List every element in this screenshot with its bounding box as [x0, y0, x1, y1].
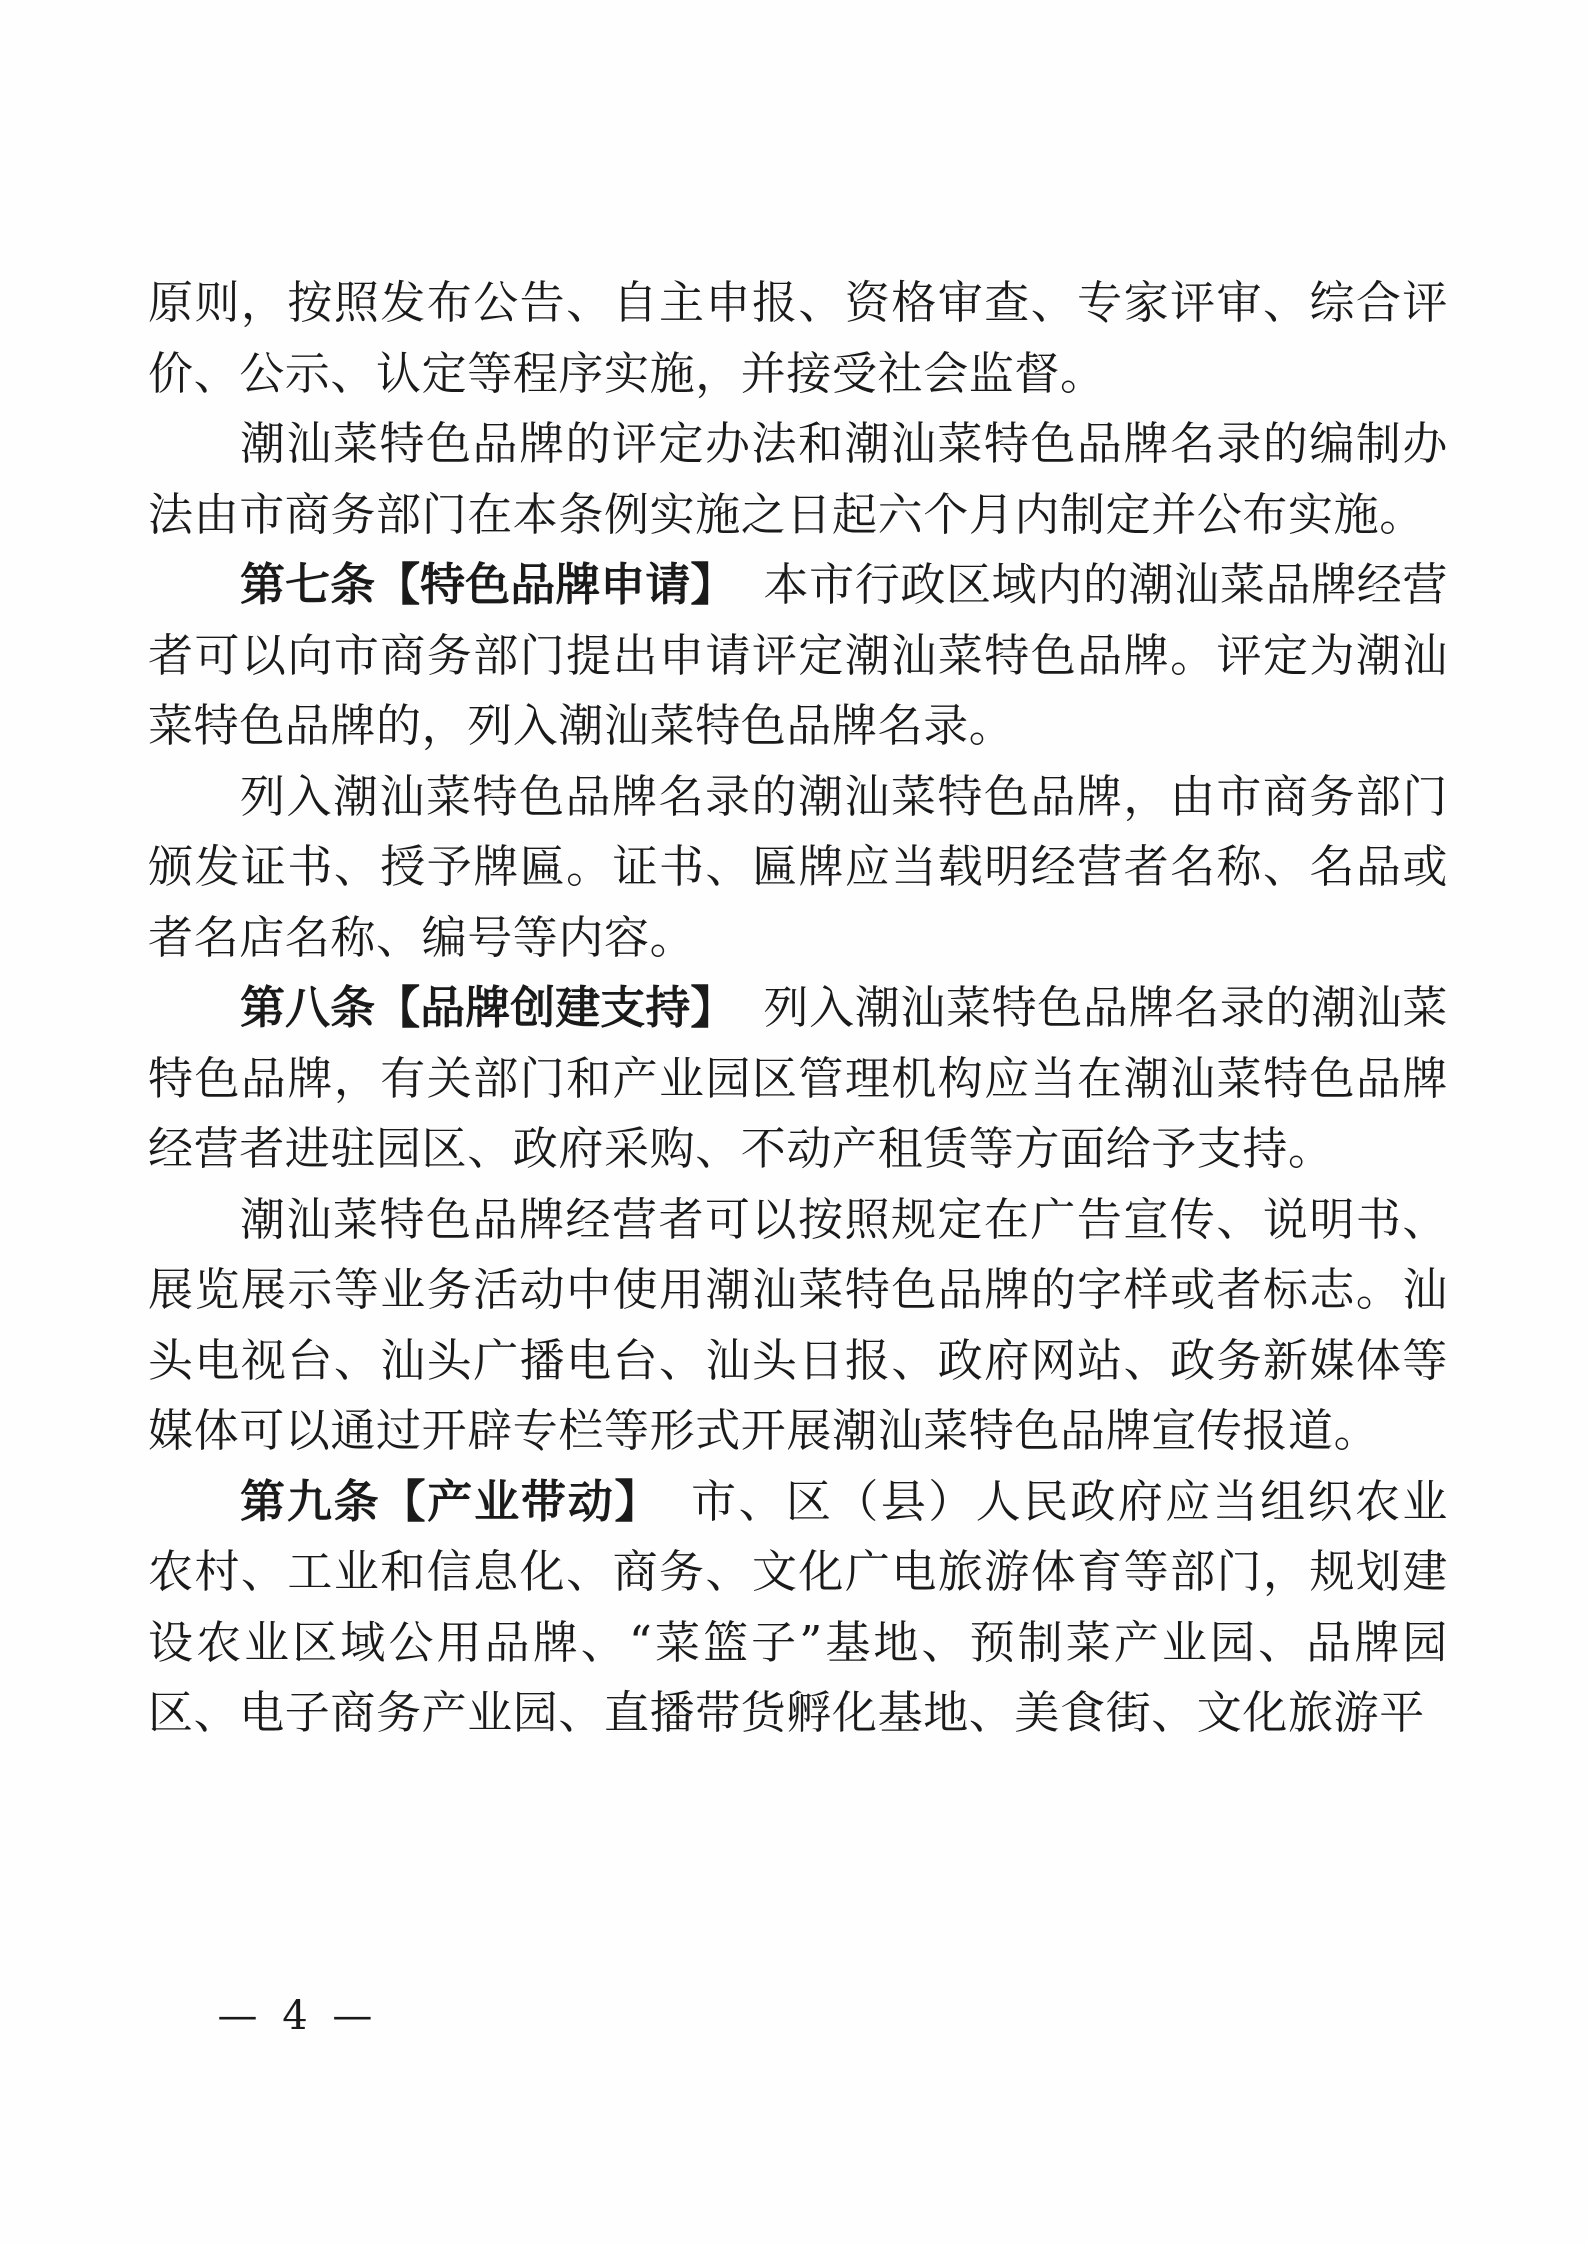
- article-text-9: 市、区（县）人民政府应当组织农业农村、工业和信息化、商务、文化广电旅游体育等部门，规划建设农业区域公用品牌、“菜篮子”基地、预制菜产业园、品牌园区、电子商务产业园、直播带货孵化基地、美食街、文化旅游平: [148, 1474, 1448, 1739]
- article-paragraph-9: [148, 1467, 1448, 1749]
- document-body: [148, 268, 1448, 1749]
- paragraph-body: 潮汕菜特色品牌的评定办法和潮汕菜特色品牌名录的编制办法由市商务部门在本条例实施之日起六个月内制定并公布实施。: [148, 417, 1448, 541]
- page-number: — 4 —: [217, 1993, 379, 2039]
- paragraph-body: 潮汕菜特色品牌经营者可以按照规定在广告宣传、说明书、展览展示等业务活动中使用潮汕菜特色品牌的字样或者标志。汕头电视台、汕头广播电台、汕头日报、政府网站、政务新媒体等媒体可以通过开辟专栏等形式开展潮汕菜特色品牌宣传报道。: [148, 1192, 1448, 1457]
- article-heading-7: 第七条【特色品牌申请】: [240, 558, 736, 611]
- article-text-7: 本市行政区域内的潮汕菜品牌经营者可以向市商务部门提出申请评定潮汕菜特色品牌。评定为潮汕菜特色品牌的，列入潮汕菜特色品牌名录。: [148, 558, 1448, 752]
- article-paragraph-8: [148, 973, 1448, 1185]
- article-heading-8: 第八条【品牌创建支持】: [240, 981, 736, 1034]
- article-paragraph-7: [148, 550, 1448, 762]
- article-text-8: 列入潮汕菜特色品牌名录的潮汕菜特色品牌，有关部门和产业园区管理机构应当在潮汕菜特色品牌经营者进驻园区、政府采购、不动产租赁等方面给予支持。: [148, 981, 1448, 1175]
- paragraph-continued: 原则，按照发布公告、自主申报、资格审查、专家评审、综合评价、公示、认定等程序实施，并接受社会监督。: [148, 276, 1448, 400]
- paragraph-body: 列入潮汕菜特色品牌名录的潮汕菜特色品牌，由市商务部门颁发证书、授予牌匾。证书、匾牌应当载明经营者名称、名品或者名店名称、编号等内容。: [148, 769, 1448, 964]
- article-heading-9: 第九条【产业带动】: [240, 1474, 662, 1528]
